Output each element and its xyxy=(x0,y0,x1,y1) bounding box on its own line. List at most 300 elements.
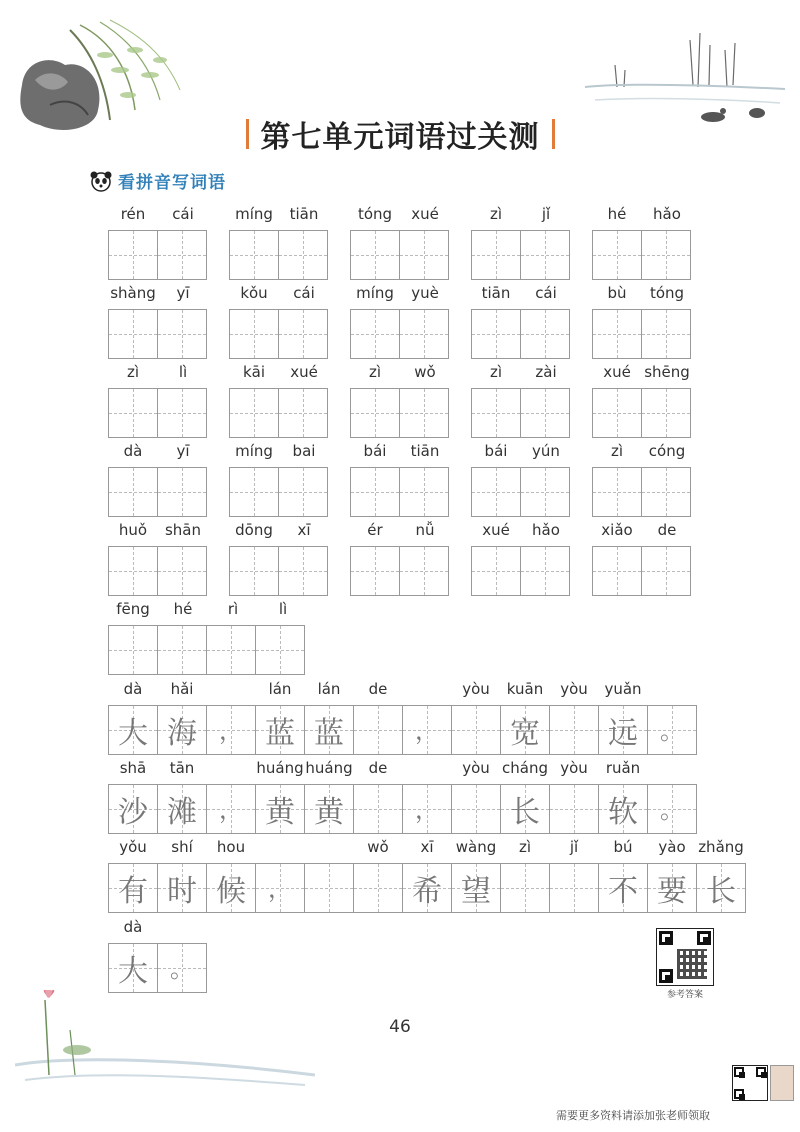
punctuation: 。 xyxy=(170,955,194,983)
punctuation: ， xyxy=(219,796,243,824)
pinyin-syllable: hǎo xyxy=(532,521,560,539)
writing-cell[interactable] xyxy=(521,546,570,596)
writing-cell[interactable] xyxy=(158,546,207,596)
given-character: 沙 xyxy=(118,795,148,830)
writing-boxes xyxy=(229,388,329,438)
writing-boxes xyxy=(108,784,697,834)
pinyin-line xyxy=(229,282,329,304)
pinyin-syllable: míng xyxy=(235,442,273,460)
pinyin-syllable: shàng xyxy=(110,284,156,302)
writing-cell[interactable] xyxy=(158,388,207,438)
given-char-cell xyxy=(108,705,158,755)
word-item xyxy=(350,519,450,596)
writing-boxes xyxy=(350,230,450,280)
answer-qr-code[interactable] xyxy=(656,928,714,986)
writing-cell[interactable] xyxy=(158,625,207,675)
word-item xyxy=(108,361,208,438)
title-text: 第七单元词语过关测 xyxy=(260,120,540,155)
word-item xyxy=(229,519,329,596)
given-char-cell xyxy=(648,784,697,834)
pinyin-syllable: xué xyxy=(411,205,439,223)
writing-cell[interactable] xyxy=(592,309,642,359)
writing-cell[interactable] xyxy=(592,230,642,280)
pinyin-line xyxy=(350,519,450,541)
given-character: 候 xyxy=(216,874,246,909)
writing-cell[interactable] xyxy=(108,625,158,675)
pinyin-syllable: bái xyxy=(484,442,508,460)
pinyin-syllable: míng xyxy=(356,284,394,302)
pinyin-line xyxy=(108,282,208,304)
pinyin-syllable: zài xyxy=(535,363,557,381)
given-char-cell xyxy=(403,705,452,755)
pinyin-line xyxy=(350,361,450,383)
writing-cell[interactable] xyxy=(521,467,570,517)
given-char-cell xyxy=(108,784,158,834)
writing-cell[interactable] xyxy=(108,467,158,517)
writing-cell[interactable] xyxy=(521,388,570,438)
pinyin-syllable: bái xyxy=(363,442,387,460)
writing-boxes xyxy=(108,625,308,675)
writing-cell[interactable] xyxy=(279,230,328,280)
pinyin-syllable: hǎi xyxy=(170,680,194,698)
title-left-bar xyxy=(246,119,249,149)
given-char-cell xyxy=(648,863,697,913)
given-character: 望 xyxy=(461,874,491,909)
pinyin-syllable: de xyxy=(368,680,388,698)
writing-boxes xyxy=(350,309,450,359)
pinyin-syllable: shā xyxy=(119,759,147,777)
writing-boxes xyxy=(108,467,208,517)
writing-boxes xyxy=(471,546,571,596)
word-item xyxy=(108,440,208,517)
writing-cell[interactable] xyxy=(452,784,501,834)
pinyin-syllable: yòu xyxy=(462,680,490,698)
pinyin-line xyxy=(229,361,329,383)
writing-cell[interactable] xyxy=(108,546,158,596)
writing-cell[interactable] xyxy=(642,388,691,438)
pinyin-line xyxy=(108,757,697,779)
pinyin-syllable: tóng xyxy=(649,284,685,302)
writing-boxes xyxy=(592,309,692,359)
writing-cell[interactable] xyxy=(592,467,642,517)
pinyin-syllable: hou xyxy=(216,838,246,856)
writing-boxes xyxy=(350,467,450,517)
writing-cell[interactable] xyxy=(592,546,642,596)
given-char-cell xyxy=(305,705,354,755)
writing-cell[interactable] xyxy=(521,230,570,280)
given-character: 长 xyxy=(706,874,736,909)
writing-cell[interactable] xyxy=(471,309,521,359)
pinyin-line xyxy=(108,361,208,383)
word-item xyxy=(471,361,571,438)
writing-boxes xyxy=(592,467,692,517)
pinyin-line xyxy=(592,440,692,462)
pinyin-syllable: cái xyxy=(535,284,557,302)
pinyin-syllable: dà xyxy=(123,918,143,936)
qr-caption: 参考答案 xyxy=(666,990,703,1000)
writing-cell[interactable] xyxy=(108,309,158,359)
given-character: 远 xyxy=(608,716,638,751)
word-item xyxy=(229,282,329,359)
pinyin-line xyxy=(471,519,571,541)
given-char-cell xyxy=(207,705,256,755)
writing-cell[interactable] xyxy=(642,230,691,280)
writing-boxes xyxy=(108,309,208,359)
pinyin-syllable: rén xyxy=(120,205,146,223)
pinyin-syllable: kuān xyxy=(506,680,544,698)
given-char-cell xyxy=(599,705,648,755)
punctuation: ， xyxy=(415,717,439,745)
given-character: 蓝 xyxy=(265,716,295,751)
writing-boxes xyxy=(108,388,208,438)
pinyin-syllable: zì xyxy=(610,442,624,460)
word-item xyxy=(592,519,692,596)
writing-cell[interactable] xyxy=(471,388,521,438)
given-char-cell xyxy=(501,705,550,755)
pinyin-line xyxy=(350,282,450,304)
writing-cell[interactable] xyxy=(229,230,279,280)
pinyin-syllable: wǒ xyxy=(414,363,436,381)
panda-icon xyxy=(90,170,112,192)
writing-cell[interactable] xyxy=(550,705,599,755)
given-character: 大 xyxy=(118,954,148,989)
writing-cell[interactable] xyxy=(229,388,279,438)
word-item xyxy=(471,282,571,359)
writing-cell[interactable] xyxy=(452,705,501,755)
pinyin-line xyxy=(592,282,692,304)
pinyin-syllable: xiǎo xyxy=(601,521,633,539)
lotus-illustration xyxy=(15,990,315,1095)
pinyin-syllable: wàng xyxy=(455,838,497,856)
given-char-cell xyxy=(501,784,550,834)
writing-boxes xyxy=(471,309,571,359)
writing-cell[interactable] xyxy=(350,230,400,280)
given-character: 海 xyxy=(167,716,197,751)
writing-cell[interactable] xyxy=(350,467,400,517)
pinyin-line xyxy=(108,678,697,700)
writing-boxes xyxy=(229,230,329,280)
section-label: 看拼音写词语 xyxy=(118,173,226,193)
writing-boxes xyxy=(108,943,207,993)
writing-cell[interactable] xyxy=(158,309,207,359)
pinyin-syllable: yuǎn xyxy=(604,680,642,698)
word-item xyxy=(592,282,692,359)
word-item xyxy=(471,519,571,596)
pinyin-syllable: tān xyxy=(169,759,195,777)
pinyin-syllable: rì xyxy=(227,600,239,618)
given-char-cell xyxy=(305,784,354,834)
footer-note: 需要更多资料请添加张老师领取 xyxy=(556,1109,710,1122)
punctuation: 。 xyxy=(660,796,684,824)
pinyin-line xyxy=(350,440,450,462)
sentence-row xyxy=(108,916,207,993)
given-char-cell xyxy=(648,705,697,755)
pinyin-syllable: huǒ xyxy=(118,521,148,539)
given-character: 黄 xyxy=(265,795,295,830)
pinyin-syllable: xué xyxy=(603,363,631,381)
given-char-cell xyxy=(108,863,158,913)
writing-cell[interactable] xyxy=(305,863,354,913)
pinyin-syllable: ér xyxy=(367,521,383,539)
pinyin-syllable: wǒ xyxy=(367,838,389,856)
pinyin-syllable: dà xyxy=(123,680,143,698)
writing-boxes xyxy=(229,467,329,517)
pinyin-syllable: lán xyxy=(317,680,341,698)
writing-boxes xyxy=(229,309,329,359)
pinyin-syllable: hé xyxy=(607,205,627,223)
pinyin-syllable: zì xyxy=(518,838,532,856)
writing-cell[interactable] xyxy=(229,467,279,517)
writing-cell[interactable] xyxy=(350,309,400,359)
pinyin-syllable: yī xyxy=(176,442,190,460)
punctuation: ， xyxy=(415,796,439,824)
writing-boxes xyxy=(350,546,450,596)
pinyin-syllable: zì xyxy=(368,363,382,381)
writing-cell[interactable] xyxy=(400,467,449,517)
pinyin-syllable: tiān xyxy=(481,284,511,302)
writing-boxes xyxy=(592,230,692,280)
word-item xyxy=(229,440,329,517)
section-header xyxy=(90,168,226,193)
pinyin-syllable: shān xyxy=(164,521,202,539)
punctuation: ， xyxy=(219,717,243,745)
given-char-cell xyxy=(256,863,305,913)
pinyin-syllable: zì xyxy=(489,205,503,223)
pinyin-syllable: xī xyxy=(297,521,311,539)
pinyin-syllable: zì xyxy=(489,363,503,381)
writing-boxes xyxy=(108,863,746,913)
given-char-cell xyxy=(207,784,256,834)
word-item xyxy=(350,203,450,280)
writing-cell[interactable] xyxy=(207,625,256,675)
pinyin-line xyxy=(471,440,571,462)
punctuation: ， xyxy=(268,875,292,903)
writing-cell[interactable] xyxy=(642,546,691,596)
pinyin-syllable: xué xyxy=(482,521,510,539)
pinyin-syllable: yào xyxy=(658,838,686,856)
pinyin-line xyxy=(229,519,329,541)
writing-cell[interactable] xyxy=(350,388,400,438)
pinyin-line xyxy=(108,836,746,858)
writing-boxes xyxy=(108,546,208,596)
writing-boxes xyxy=(108,705,697,755)
pinyin-line xyxy=(229,203,329,225)
sentence-row xyxy=(108,678,697,755)
given-char-cell xyxy=(158,943,207,993)
title-right-bar xyxy=(552,119,555,149)
writing-cell[interactable] xyxy=(158,467,207,517)
pinyin-line xyxy=(108,203,208,225)
writing-cell[interactable] xyxy=(108,388,158,438)
word-item xyxy=(229,361,329,438)
pinyin-syllable: jǐ xyxy=(541,205,551,223)
pinyin-syllable: huáng xyxy=(305,759,353,777)
given-char-cell xyxy=(158,705,207,755)
writing-cell[interactable] xyxy=(350,546,400,596)
given-char-cell xyxy=(599,863,648,913)
pinyin-syllable: kǒu xyxy=(240,284,268,302)
given-character: 长 xyxy=(510,795,540,830)
pinyin-line xyxy=(592,203,692,225)
writing-cell[interactable] xyxy=(158,230,207,280)
pinyin-syllable: jǐ xyxy=(569,838,579,856)
word-item xyxy=(108,519,208,596)
pinyin-syllable: dà xyxy=(123,442,143,460)
given-character: 软 xyxy=(608,795,638,830)
pinyin-line xyxy=(108,916,207,938)
pinyin-line xyxy=(592,361,692,383)
given-character: 时 xyxy=(167,874,197,909)
pinyin-syllable: lì xyxy=(278,600,288,618)
pinyin-syllable: yǒu xyxy=(119,838,147,856)
footer-qr-code[interactable] xyxy=(732,1065,768,1101)
given-character: 蓝 xyxy=(314,716,344,751)
writing-cell[interactable] xyxy=(521,309,570,359)
pinyin-syllable: lì xyxy=(178,363,188,381)
given-char-cell xyxy=(403,784,452,834)
writing-cell[interactable] xyxy=(229,546,279,596)
pinyin-syllable: dōng xyxy=(235,521,273,539)
pinyin-syllable: cái xyxy=(172,205,194,223)
given-character: 黄 xyxy=(314,795,344,830)
given-character: 大 xyxy=(118,716,148,751)
writing-cell[interactable] xyxy=(354,784,403,834)
pinyin-syllable: yòu xyxy=(560,680,588,698)
writing-boxes xyxy=(350,388,450,438)
pinyin-syllable: yuè xyxy=(411,284,439,302)
writing-cell[interactable] xyxy=(400,546,449,596)
pinyin-syllable: huáng xyxy=(256,759,304,777)
writing-cell[interactable] xyxy=(279,309,328,359)
punctuation: 。 xyxy=(660,717,684,745)
pinyin-syllable: bú xyxy=(613,838,633,856)
pinyin-line xyxy=(108,598,308,620)
writing-cell[interactable] xyxy=(279,546,328,596)
given-character: 宽 xyxy=(510,716,540,751)
pinyin-syllable: zì xyxy=(126,363,140,381)
given-char-cell xyxy=(452,863,501,913)
given-char-cell xyxy=(158,784,207,834)
word-item xyxy=(471,440,571,517)
pinyin-syllable: hǎo xyxy=(653,205,681,223)
pinyin-syllable: tiān xyxy=(410,442,440,460)
writing-cell[interactable] xyxy=(279,467,328,517)
pinyin-syllable: lán xyxy=(268,680,292,698)
given-character: 不 xyxy=(608,874,638,909)
writing-boxes xyxy=(471,388,571,438)
writing-boxes xyxy=(592,546,692,596)
writing-cell[interactable] xyxy=(642,467,691,517)
word-item xyxy=(350,282,450,359)
given-char-cell xyxy=(158,863,207,913)
word-item xyxy=(592,440,692,517)
pinyin-line xyxy=(471,203,571,225)
given-char-cell xyxy=(403,863,452,913)
writing-cell[interactable] xyxy=(592,388,642,438)
pinyin-syllable: yòu xyxy=(560,759,588,777)
pinyin-line xyxy=(471,361,571,383)
pinyin-line xyxy=(471,282,571,304)
given-char-cell xyxy=(697,863,746,913)
pinyin-line xyxy=(592,519,692,541)
writing-cell[interactable] xyxy=(471,230,521,280)
word-item xyxy=(108,282,208,359)
pinyin-syllable: fēng xyxy=(116,600,150,618)
writing-cell[interactable] xyxy=(550,784,599,834)
word-item xyxy=(350,361,450,438)
writing-cell[interactable] xyxy=(354,705,403,755)
sentence-row xyxy=(108,757,697,834)
writing-cell[interactable] xyxy=(256,625,305,675)
worksheet-title xyxy=(0,112,800,156)
writing-cell[interactable] xyxy=(642,309,691,359)
pinyin-line xyxy=(108,519,208,541)
writing-cell[interactable] xyxy=(229,309,279,359)
pinyin-syllable: yī xyxy=(176,284,190,302)
writing-cell[interactable] xyxy=(471,467,521,517)
given-char-cell xyxy=(207,863,256,913)
pinyin-syllable: míng xyxy=(235,205,273,223)
pinyin-syllable: yún xyxy=(532,442,560,460)
pinyin-syllable: shí xyxy=(171,838,193,856)
writing-cell[interactable] xyxy=(550,863,599,913)
writing-cell[interactable] xyxy=(354,863,403,913)
teacher-avatar xyxy=(770,1065,794,1101)
word-item xyxy=(592,361,692,438)
given-character: 希 xyxy=(412,874,442,909)
writing-cell[interactable] xyxy=(400,230,449,280)
pinyin-syllable: shēng xyxy=(644,363,690,381)
word-item xyxy=(471,203,571,280)
writing-boxes xyxy=(108,230,208,280)
given-char-cell xyxy=(599,784,648,834)
pinyin-line xyxy=(108,440,208,462)
pinyin-syllable: cóng xyxy=(648,442,686,460)
writing-cell[interactable] xyxy=(471,546,521,596)
given-character: 要 xyxy=(657,874,687,909)
sentence-row xyxy=(108,836,746,913)
writing-cell[interactable] xyxy=(108,230,158,280)
given-char-cell xyxy=(256,705,305,755)
word-item xyxy=(108,203,208,280)
pinyin-syllable: kāi xyxy=(242,363,266,381)
given-char-cell xyxy=(108,943,158,993)
given-char-cell xyxy=(256,784,305,834)
word-item xyxy=(229,203,329,280)
writing-cell[interactable] xyxy=(501,863,550,913)
pinyin-syllable: de xyxy=(657,521,677,539)
pinyin-syllable: cháng xyxy=(502,759,548,777)
pinyin-syllable: xī xyxy=(420,838,434,856)
pinyin-syllable: nǚ xyxy=(415,521,435,539)
writing-cell[interactable] xyxy=(400,309,449,359)
pinyin-syllable: de xyxy=(368,759,388,777)
word-item xyxy=(108,598,308,675)
pinyin-syllable: tiān xyxy=(289,205,319,223)
writing-cell[interactable] xyxy=(279,388,328,438)
word-item xyxy=(350,440,450,517)
pinyin-syllable: zhǎng xyxy=(698,838,744,856)
pinyin-syllable: xué xyxy=(290,363,318,381)
writing-boxes xyxy=(592,388,692,438)
pinyin-line xyxy=(229,440,329,462)
page-number: 46 xyxy=(389,1017,411,1037)
pinyin-syllable: bai xyxy=(292,442,316,460)
pinyin-syllable: hé xyxy=(173,600,193,618)
writing-boxes xyxy=(471,467,571,517)
pinyin-syllable: bù xyxy=(607,284,627,302)
writing-cell[interactable] xyxy=(400,388,449,438)
